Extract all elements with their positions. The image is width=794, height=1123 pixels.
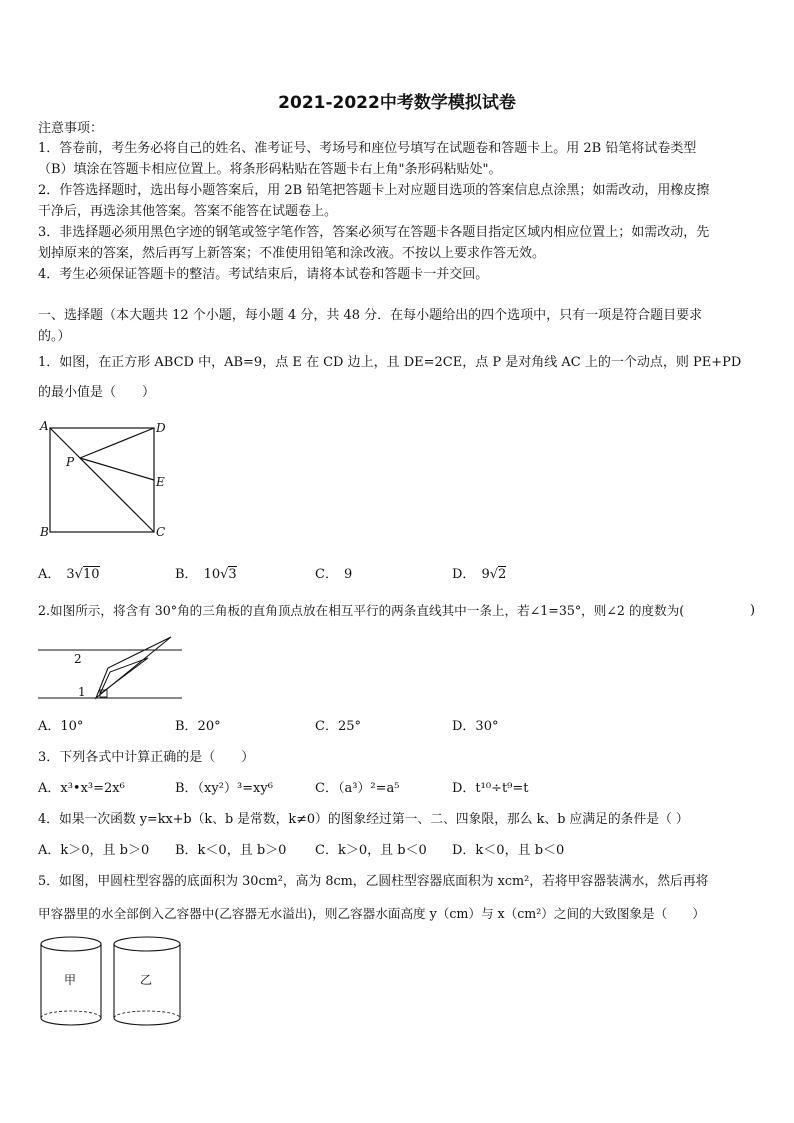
- sqrt-icon: √: [220, 567, 229, 582]
- q2-paren-close: ): [750, 603, 756, 618]
- q2-choice-a[interactable]: A．10°: [38, 719, 84, 734]
- cylinder-jia-label: 甲: [64, 973, 77, 987]
- q4-choice-a[interactable]: A．k＞0，且 b＞0: [38, 843, 150, 858]
- note-line: 干净后，再选涂其他答案。答案不能答在试题卷上。: [38, 204, 338, 219]
- note-line: 2．作答选择题时，选出每小题答案后，用 2B 铅笔把答题卡上对应题目选项的答案信息点涂黑；如需改动，用橡皮擦: [38, 183, 710, 198]
- label-e: E: [156, 475, 165, 489]
- q2-parallel-lines-figure: [36, 630, 186, 706]
- choice-text: 9: [343, 567, 353, 582]
- q1-choice-b[interactable]: [175, 566, 237, 584]
- q5-stem-cont: 甲容器里的水全部倒入乙容器中(乙容器无水溢出)，则乙容器水面高度 y（cm）与 x（cm²）之间的大致图象是（ ）: [38, 906, 705, 921]
- q2-stem: 2.如图所示，将含有 30°角的三角板的直角顶点放在相互平行的两条直线其中一条上，若∠1=35°，则∠2 的度数为(: [38, 603, 685, 618]
- note-line: 3．非选择题必须用黑色字迹的钢笔或签字笔作答，答案必须写在答题卡各题目指定区域内相应位置上；如需改动，先: [38, 225, 710, 240]
- q2-choice-b[interactable]: B．20°: [175, 719, 221, 734]
- q1-square-figure: [36, 418, 176, 542]
- q4-choice-c[interactable]: C．k＞0，且 b＜0: [315, 843, 427, 858]
- q3-choice-a[interactable]: A．x³•x³=2x⁶: [38, 781, 125, 796]
- choice-key: B．: [175, 567, 198, 582]
- q1-stem-cont: 的最小值是（ ）: [38, 385, 156, 400]
- angle-2-label: 2: [74, 652, 82, 666]
- note-line: 4．考生必须保证答题卡的整洁。考试结束后，请将本试卷和答题卡一并交回。: [38, 267, 489, 282]
- cylinder-yi-label: 乙: [140, 973, 153, 987]
- q3-choice-d[interactable]: D．t¹⁰÷t⁹=t: [452, 781, 529, 796]
- q2-choice-d[interactable]: D．30°: [452, 719, 499, 734]
- angle-1-label: 1: [78, 685, 86, 699]
- choice-radicand: 10: [82, 567, 100, 582]
- label-b: B: [40, 525, 49, 539]
- section-heading-cont: 的。）: [38, 329, 71, 344]
- q3-choice-c[interactable]: C．（a³）²=a⁵: [315, 781, 400, 796]
- q5-cylinders-figure: [36, 932, 186, 1032]
- q2-choice-c[interactable]: C．25°: [315, 719, 361, 734]
- q1-choice-a[interactable]: [38, 566, 100, 584]
- note-line: 划掉原来的答案，然后再写上新答案；不准使用铅笔和涂改液。不按以上要求作答无效。: [38, 246, 546, 261]
- q3-stem: 3．下列各式中计算正确的是（ ）: [38, 750, 255, 765]
- choice-coef: 9: [481, 567, 490, 582]
- q4-stem: 4．如果一次函数 y=kx+b（k、b 是常数，k≠0）的图象经过第一、二、四象限，那么 k、b 应满足的条件是（ ）: [38, 812, 689, 827]
- q1-choice-c[interactable]: [315, 566, 352, 584]
- choice-coef: 3: [66, 567, 75, 582]
- note-line: 1．答卷前，考生务必将自己的姓名、准考证号、考场号和座位号填写在试题卷和答题卡上。用 2B 铅笔将试卷类型: [38, 141, 697, 156]
- q4-choice-d[interactable]: D．k＜0，且 b＜0: [452, 843, 565, 858]
- sqrt-icon: √: [74, 567, 83, 582]
- label-a: A: [40, 419, 49, 433]
- label-p: P: [66, 455, 75, 469]
- section-heading: 一、选择题（本大题共 12 个小题，每小题 4 分，共 48 分．在每小题给出的四个选项中，只有一项是符合题目要求: [38, 308, 703, 323]
- q5-stem: 5．如图，甲圆柱型容器的底面积为 30cm²，高为 8cm，乙圆柱型容器底面积为 xcm²，若将甲容器装满水，然后再将: [38, 874, 709, 889]
- sqrt-icon: √: [489, 567, 499, 582]
- label-c: C: [156, 525, 166, 539]
- notes-heading: 注意事项：: [38, 121, 104, 136]
- q1-choice-d[interactable]: [452, 566, 506, 584]
- q4-choice-b[interactable]: B．k＜0，且 b＞0: [175, 843, 287, 858]
- label-d: D: [156, 421, 166, 435]
- note-line: （B）填涂在答题卡相应位置上。将条形码粘贴在答题卡右上角"条形码粘贴处"。: [38, 162, 502, 177]
- choice-radicand: 3: [228, 567, 237, 582]
- q1-stem: 1．如图，在正方形 ABCD 中，AB=9，点 E 在 CD 边上，且 DE=2CE，点 P 是对角线 AC 上的一个动点，则 PE+PD: [38, 355, 742, 370]
- q3-choice-b[interactable]: B．（xy²）³=xy⁶: [175, 781, 273, 796]
- page-title: 2021-2022中考数学模拟试卷: [278, 93, 516, 113]
- choice-key: D．: [452, 567, 476, 582]
- choice-radicand: 2: [498, 567, 507, 582]
- choice-key: A．: [38, 567, 61, 582]
- choice-coef: 10: [203, 567, 221, 582]
- choice-key: C．: [315, 567, 338, 582]
